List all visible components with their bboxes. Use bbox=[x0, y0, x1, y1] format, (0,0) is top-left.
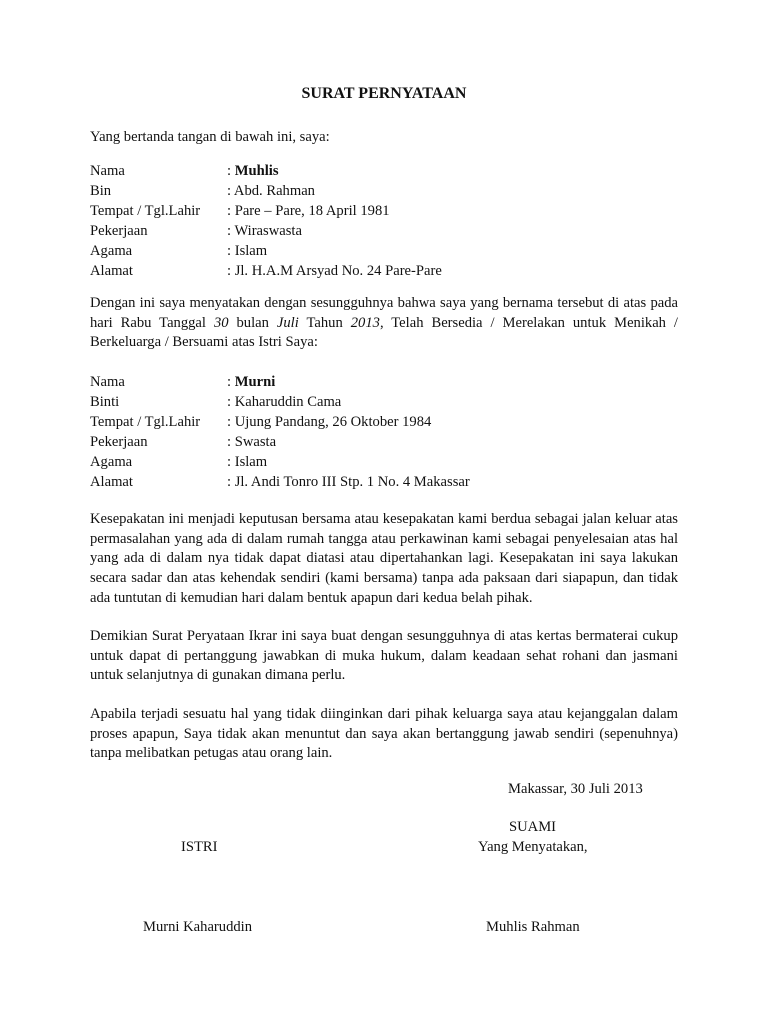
row-value: : Abd. Rahman bbox=[227, 183, 315, 199]
row-label: Nama bbox=[90, 374, 125, 390]
row-label: Bin bbox=[90, 183, 112, 199]
yang-menyatakan-label: Yang Menyatakan, bbox=[478, 839, 588, 855]
row-label: Binti bbox=[90, 394, 120, 410]
identity-row bbox=[90, 181, 678, 201]
statement-day: 30 bbox=[213, 314, 229, 331]
istri-label: ISTRI bbox=[181, 839, 218, 855]
liability-paragraph: Apabila terjadi sesuatu hal yang tidak diinginkan dari pihak keluarga saya atau kejanggalan dalam proses apapun, Saya tidak akan menuntut dan saya akan bertanggung jawab sendiri (sepenuhnya) tanpa melibatkan petugas atau orang lain. bbox=[90, 706, 678, 762]
statement-year: 2013 bbox=[350, 314, 380, 331]
wife-identity-table bbox=[90, 372, 678, 492]
row-value: : Ujung Pandang, 26 Oktober 1984 bbox=[227, 414, 432, 430]
row-value-text: Jl. H.A.M Arsyad No. 24 Pare-Pare bbox=[234, 263, 442, 279]
identity-row bbox=[90, 372, 678, 392]
statement-paragraph bbox=[90, 294, 678, 353]
row-value-text: Swasta bbox=[234, 434, 277, 450]
identity-row bbox=[90, 241, 678, 261]
identity-row bbox=[90, 161, 678, 181]
row-label: Nama bbox=[90, 163, 125, 179]
row-value: : Muhlis bbox=[227, 163, 279, 179]
row-value-text: Ujung Pandang, 26 Oktober 1984 bbox=[234, 414, 432, 430]
statement-text: Dengan ini saya menyatakan dengan sesungguhnya bahwa saya yang bernama tersebut di atas pada hari Rabu Tanggal bbox=[90, 295, 678, 331]
row-value: : Kaharuddin Cama bbox=[227, 394, 342, 410]
document-title: SURAT PERNYATAAN bbox=[301, 85, 467, 102]
place-date: Makassar, 30 Juli 2013 bbox=[508, 781, 643, 797]
row-value: : Islam bbox=[227, 243, 268, 259]
row-label: Tempat / Tgl.Lahir bbox=[90, 414, 201, 430]
row-value-text: Kaharuddin Cama bbox=[234, 394, 342, 410]
identity-row bbox=[90, 472, 678, 492]
identity-row bbox=[90, 432, 678, 452]
row-value: : Islam bbox=[227, 454, 268, 470]
row-value-text: Pare – Pare, 18 April 1981 bbox=[234, 203, 390, 219]
row-value-text: Islam bbox=[234, 454, 268, 470]
row-label: Pekerjaan bbox=[90, 434, 148, 450]
row-label: Pekerjaan bbox=[90, 223, 148, 239]
row-value: : Murni bbox=[227, 374, 276, 390]
identity-row bbox=[90, 261, 678, 281]
statement-text: bulan bbox=[228, 314, 277, 331]
row-value: : Jl. Andi Tonro III Stp. 1 No. 4 Makassar bbox=[227, 474, 470, 490]
identity-row bbox=[90, 221, 678, 241]
statement-month: Juli bbox=[276, 314, 299, 331]
row-value-text: Wiraswasta bbox=[234, 223, 302, 239]
row-value: : Jl. H.A.M Arsyad No. 24 Pare-Pare bbox=[227, 263, 442, 279]
istri-signature-name: Murni Kaharuddin bbox=[143, 919, 253, 935]
closing-paragraph: Demikian Surat Peryataan Ikrar ini saya buat dengan sesungguhnya di atas kertas bermaterai cukup untuk dapat di pertanggung jawabkan di muka hukum, dalam keadaan sehat rohani dan jasmani untuk selanjutnya di gunakan dimana perlu. bbox=[90, 628, 678, 684]
row-value: : Swasta bbox=[227, 434, 277, 450]
identity-row bbox=[90, 452, 678, 472]
identity-row bbox=[90, 412, 678, 432]
row-value-text: Jl. Andi Tonro III Stp. 1 No. 4 Makassar bbox=[234, 474, 470, 490]
wife-name: Murni bbox=[234, 374, 276, 390]
row-value-text: Islam bbox=[234, 243, 268, 259]
row-value: : Wiraswasta bbox=[227, 223, 302, 239]
identity-row bbox=[90, 201, 678, 221]
identity-row bbox=[90, 392, 678, 412]
statement-text: Tahun bbox=[298, 314, 351, 331]
row-label: Alamat bbox=[90, 474, 133, 490]
husband-name: Muhlis bbox=[234, 163, 279, 179]
row-label: Agama bbox=[90, 243, 133, 259]
row-value-text: Abd. Rahman bbox=[233, 183, 315, 199]
row-label: Alamat bbox=[90, 263, 133, 279]
suami-label: SUAMI bbox=[509, 819, 557, 835]
statement-text: , Telah Bersedia / Merelakan untuk Menikah / Berkeluarga / Bersuami atas Istri Saya: bbox=[90, 314, 678, 351]
husband-identity-table bbox=[90, 161, 678, 281]
suami-signature-name: Muhlis Rahman bbox=[486, 919, 580, 935]
agreement-paragraph: Kesepakatan ini menjadi keputusan bersama atau kesepakatan kami berdua sebagai jalan keluar atas permasalahan yang ada di dalam rumah tangga atau perkawinan kami sebagai penyelesaian atas hal yang ada di dalam nya tidak dapat diatasi atau dipertahankan lagi. Kesepakatan ini saya lakukan secara sadar dan atas kehendak sendiri (kami bersama) tanpa ada paksaan dari siapapun, dan tidak ada tuntutan di kemudian hari dalam bentuk apapun dari kedua belah pihak. bbox=[90, 511, 678, 606]
row-label: Agama bbox=[90, 454, 133, 470]
row-label: Tempat / Tgl.Lahir bbox=[90, 203, 201, 219]
intro-text: Yang bertanda tangan di bawah ini, saya: bbox=[90, 129, 330, 145]
row-value: : Pare – Pare, 18 April 1981 bbox=[227, 203, 390, 219]
